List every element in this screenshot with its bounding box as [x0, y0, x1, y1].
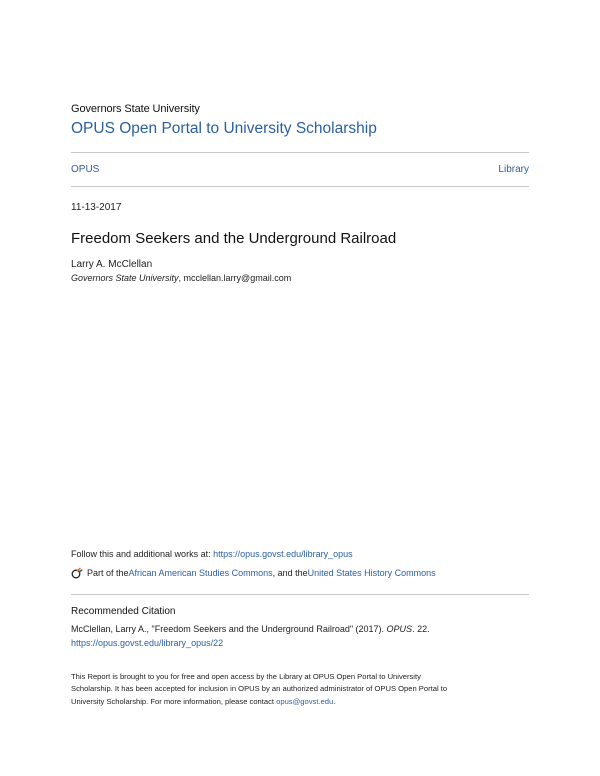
portal-title-link[interactable]: OPUS Open Portal to University Scholarship [71, 120, 377, 137]
library-nav-link[interactable]: Library [498, 164, 529, 175]
affiliation-institution: Governors State University [71, 273, 179, 283]
footer-line-3: University Scholarship. For more information, please contact [71, 696, 277, 706]
footer-line-2: Scholarship. It has been accepted for inclusion in OPUS by an authorized administrator of OPUS Open Portal to [71, 684, 448, 694]
footer-line-1: This Report is brought to you for free and open access by the Library at OPUS Open Portal to University [71, 672, 421, 681]
follow-prefix: Follow this and additional works at: [71, 549, 214, 559]
citation-divider [71, 594, 529, 595]
part-of-line [71, 567, 436, 579]
part-of-middle: , and the [272, 568, 308, 578]
access-notice [71, 671, 531, 708]
nav-divider [71, 186, 529, 187]
opus-nav-link[interactable]: OPUS [71, 164, 100, 175]
open-access-icon [71, 567, 83, 579]
footer-period: . [333, 696, 336, 706]
african-american-studies-link[interactable]: African American Studies Commons [128, 568, 273, 578]
citation-series: OPUS [386, 624, 413, 634]
part-of-prefix: Part of the [87, 568, 129, 578]
author-name: Larry A. McClellan [71, 259, 153, 270]
institution-name: Governors State University [71, 103, 200, 115]
author-email: , mcclellan.larry@gmail.com [178, 273, 292, 283]
citation-url-link[interactable]: https://opus.govst.edu/library_opus/22 [71, 638, 224, 648]
header-divider [71, 152, 529, 153]
citation-text [71, 622, 529, 650]
citation-heading: Recommended Citation [71, 606, 176, 617]
follow-line [71, 549, 353, 559]
contact-email-link[interactable]: opus@govst.edu [276, 696, 334, 706]
citation-after: . 22. [412, 624, 430, 634]
author-affiliation [71, 273, 291, 283]
follow-url-link[interactable]: https://opus.govst.edu/library_opus [213, 549, 353, 559]
document-title: Freedom Seekers and the Underground Railroad [71, 230, 397, 247]
us-history-link[interactable]: United States History Commons [307, 568, 436, 578]
citation-before: McClellan, Larry A., "Freedom Seekers and the Underground Railroad" (2017). [71, 624, 387, 634]
publication-date: 11-13-2017 [71, 202, 122, 213]
